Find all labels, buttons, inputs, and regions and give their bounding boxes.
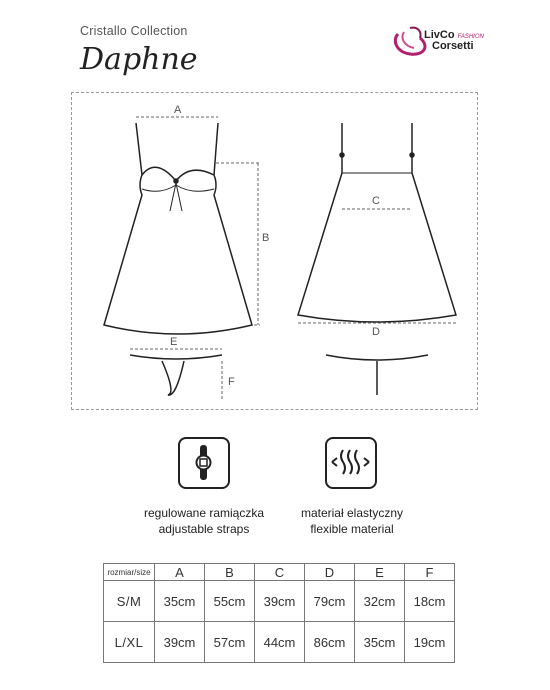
feature-flexible-material — [278, 505, 426, 537]
table-cell: 44cm — [255, 622, 305, 663]
flexible-material-icon — [325, 437, 377, 489]
dimension-b — [216, 163, 260, 325]
size-label: S/M — [104, 581, 155, 622]
back-garment-drawing — [298, 123, 456, 322]
product-name: Daphne — [80, 42, 198, 77]
garment-diagram — [72, 93, 479, 411]
table-cell: 55cm — [205, 581, 255, 622]
dim-label-b: B — [262, 232, 270, 244]
brand-name-line2: Corsetti — [432, 40, 474, 52]
table-cell: 35cm — [155, 581, 205, 622]
dim-label-f: F — [228, 376, 235, 388]
brand-fashion-text: FASHION — [457, 34, 484, 40]
feature-label-en: adjustable straps — [158, 522, 250, 536]
size-table-header — [104, 564, 455, 581]
dim-label-d: D — [372, 326, 380, 338]
column-header-c: C — [255, 564, 305, 581]
dim-label-c: C — [372, 195, 380, 207]
back-thong-drawing — [326, 355, 428, 395]
dim-label-a: A — [174, 104, 182, 116]
table-cell: 86cm — [305, 622, 355, 663]
brand-name-text: LivCo — [424, 29, 455, 41]
table-row — [104, 581, 455, 622]
adjustable-strap-icon — [178, 437, 230, 489]
collection-name: Cristallo Collection — [80, 24, 188, 38]
feature-label-pl: regulowane ramiączka — [143, 506, 265, 520]
feature-adjustable-straps — [130, 505, 278, 537]
size-table — [103, 563, 455, 663]
column-header-f: F — [405, 564, 455, 581]
column-header-e: E — [355, 564, 405, 581]
technical-drawing — [71, 92, 478, 410]
size-label: L/XL — [104, 622, 155, 663]
table-cell: 79cm — [305, 581, 355, 622]
feature-label-en: flexible material — [310, 522, 394, 536]
table-cell: 57cm — [205, 622, 255, 663]
table-cell: 35cm — [355, 622, 405, 663]
column-header-a: A — [155, 564, 205, 581]
front-garment-drawing — [104, 123, 252, 334]
feature-label-pl: materiał elastyczny — [300, 506, 404, 520]
column-header-d: D — [305, 564, 355, 581]
front-thong-drawing — [130, 355, 222, 395]
dim-label-e: E — [170, 336, 178, 348]
column-header-b: B — [205, 564, 255, 581]
table-cell: 39cm — [155, 622, 205, 663]
table-row — [104, 622, 455, 663]
size-table-corner: rozmiar/size — [104, 564, 155, 581]
table-cell: 32cm — [355, 581, 405, 622]
table-cell: 18cm — [405, 581, 455, 622]
table-cell: 19cm — [405, 622, 455, 663]
table-cell: 39cm — [255, 581, 305, 622]
